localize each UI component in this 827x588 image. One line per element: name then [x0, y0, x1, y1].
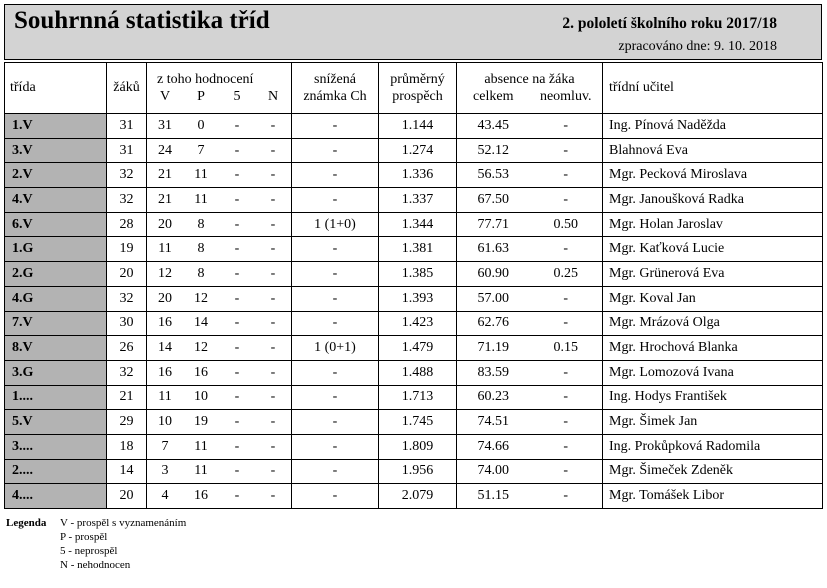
absence-total: 74.51	[477, 414, 509, 430]
grade-n: -	[270, 340, 276, 356]
grade-5: -	[234, 389, 240, 405]
grade-p: 14	[194, 315, 208, 331]
student-count: 31	[107, 114, 147, 139]
grade-p: 19	[194, 414, 208, 430]
grades-title: z toho hodnocení	[157, 72, 254, 87]
absence-unexcused: -	[563, 167, 569, 183]
grade-5-header: 5	[233, 89, 241, 104]
absence-unexcused: -	[563, 364, 569, 380]
average-grade: 1.488	[379, 360, 457, 385]
grade-v: 16	[158, 315, 172, 331]
absence-unexcused: 0.15	[553, 340, 578, 356]
grade-5: -	[234, 315, 240, 331]
absence-unexcused: -	[563, 290, 569, 306]
grade-v: 21	[158, 191, 172, 207]
absence-unexcused: -	[563, 389, 569, 405]
grade-p: 12	[194, 290, 208, 306]
absence-total: 60.23	[477, 389, 509, 405]
grade-v: 11	[158, 241, 172, 257]
absence-cell	[457, 434, 603, 459]
class-teacher: Mgr. Mrázová Olga	[603, 311, 823, 336]
grade-n: -	[270, 414, 276, 430]
absence-unexcused: 0.50	[553, 216, 578, 232]
average-grade: 1.381	[379, 237, 457, 262]
grade-n: -	[270, 142, 276, 158]
grade-v: 10	[158, 414, 172, 430]
reduced-grade: -	[292, 237, 379, 262]
absence-cell	[457, 114, 603, 139]
class-teacher: Mgr. Pecková Miroslava	[603, 163, 823, 188]
absence-cell	[457, 484, 603, 509]
class-name: 2.V	[5, 163, 107, 188]
reduced-grade: -	[292, 163, 379, 188]
class-teacher: Mgr. Grünerová Eva	[603, 262, 823, 287]
grade-v: 20	[158, 290, 172, 306]
grade-v: 24	[158, 142, 172, 158]
legend-label: Legenda	[6, 517, 47, 529]
grade-p: 11	[194, 438, 208, 454]
student-count: 21	[107, 385, 147, 410]
page-title: Souhrnná statistika tříd	[14, 7, 270, 34]
absence-total: 51.15	[477, 488, 509, 504]
grade-5: -	[234, 488, 240, 504]
student-count: 18	[107, 434, 147, 459]
absence-total: 67.50	[477, 191, 509, 207]
average-grade: 2.079	[379, 484, 457, 509]
grade-p: 8	[197, 265, 205, 281]
class-teacher: Mgr. Janoušková Radka	[603, 188, 823, 213]
table-row	[5, 311, 823, 336]
absence-total: 83.59	[477, 364, 509, 380]
table-row	[5, 286, 823, 311]
student-count: 26	[107, 336, 147, 361]
grade-n: -	[270, 315, 276, 331]
absence-cell	[457, 163, 603, 188]
reduced-grade: -	[292, 311, 379, 336]
average-grade: 1.423	[379, 311, 457, 336]
grade-p: 11	[194, 463, 208, 479]
absence-cell	[457, 336, 603, 361]
legend-items	[60, 516, 186, 572]
average-grade: 1.337	[379, 188, 457, 213]
grade-5: -	[234, 290, 240, 306]
absence-unexcused: -	[563, 414, 569, 430]
grade-v: 21	[158, 167, 172, 183]
grade-5: -	[234, 265, 240, 281]
table-body	[5, 114, 823, 509]
absence-cell	[457, 459, 603, 484]
grade-5: -	[234, 414, 240, 430]
grade-v-header: V	[159, 89, 171, 104]
class-name: 3....	[5, 434, 107, 459]
absence-total: 43.45	[477, 117, 509, 133]
absence-title: absence na žáka	[484, 72, 575, 87]
absence-cell	[457, 385, 603, 410]
class-teacher: Ing. Hodys František	[603, 385, 823, 410]
table-row	[5, 410, 823, 435]
absence-cell	[457, 410, 603, 435]
average-grade: 1.336	[379, 163, 457, 188]
absence-unexcused: 0.25	[553, 265, 578, 281]
grades-cell	[147, 262, 292, 287]
average-grade: 1.385	[379, 262, 457, 287]
class-name: 1.V	[5, 114, 107, 139]
average-grade: 1.144	[379, 114, 457, 139]
col-teacher-header: třídní učitel	[603, 63, 823, 114]
grade-n: -	[270, 438, 276, 454]
grade-v: 31	[158, 117, 172, 133]
grade-n: -	[270, 364, 276, 380]
grade-5: -	[234, 463, 240, 479]
absence-unexcused: -	[563, 438, 569, 454]
reduced-grade: -	[292, 459, 379, 484]
class-name: 1....	[5, 385, 107, 410]
table-row	[5, 385, 823, 410]
average-header-line1: průměrný	[390, 72, 445, 87]
grades-cell	[147, 114, 292, 139]
class-teacher: Ing. Prokůpková Radomila	[603, 434, 823, 459]
average-grade: 1.274	[379, 138, 457, 163]
absence-total: 74.66	[477, 438, 509, 454]
table-row	[5, 188, 823, 213]
class-name: 4....	[5, 484, 107, 509]
reduced-grade: -	[292, 262, 379, 287]
table-header	[5, 63, 823, 114]
reduced-header-line2: známka Ch	[303, 89, 367, 104]
class-teacher: Mgr. Tomášek Libor	[603, 484, 823, 509]
grade-p: 11	[194, 167, 208, 183]
class-name: 3.V	[5, 138, 107, 163]
absence-total: 74.00	[477, 463, 509, 479]
student-count: 29	[107, 410, 147, 435]
reduced-header-line1: snížená	[314, 72, 356, 87]
reduced-grade: -	[292, 360, 379, 385]
absence-unexcused: -	[563, 488, 569, 504]
student-count: 14	[107, 459, 147, 484]
absence-subheaders	[457, 88, 602, 105]
absence-cell	[457, 212, 603, 237]
grade-v: 14	[158, 340, 172, 356]
grades-cell	[147, 336, 292, 361]
grade-v: 3	[161, 463, 169, 479]
class-teacher: Mgr. Hrochová Blanka	[603, 336, 823, 361]
grade-5: -	[234, 191, 240, 207]
student-count: 30	[107, 311, 147, 336]
reduced-grade: -	[292, 385, 379, 410]
reduced-grade: -	[292, 410, 379, 435]
grade-5: -	[234, 167, 240, 183]
absence-unexcused: -	[563, 315, 569, 331]
col-students-header: žáků	[107, 63, 147, 114]
grade-p: 11	[194, 191, 208, 207]
class-teacher: Mgr. Holan Jaroslav	[603, 212, 823, 237]
reduced-grade: -	[292, 138, 379, 163]
grade-v: 11	[158, 389, 172, 405]
table-row	[5, 459, 823, 484]
table-row	[5, 434, 823, 459]
table-row	[5, 237, 823, 262]
col-average-header	[379, 63, 457, 114]
grade-p: 8	[197, 216, 205, 232]
grade-5: -	[234, 438, 240, 454]
grades-cell	[147, 188, 292, 213]
reduced-grade: -	[292, 114, 379, 139]
grade-5: -	[234, 340, 240, 356]
average-grade: 1.393	[379, 286, 457, 311]
class-teacher: Mgr. Kaťková Lucie	[603, 237, 823, 262]
absence-unexcused: -	[563, 117, 569, 133]
absence-cell	[457, 237, 603, 262]
absence-cell	[457, 188, 603, 213]
class-teacher: Mgr. Šimeček Zdeněk	[603, 459, 823, 484]
report-header	[4, 4, 822, 60]
absence-cell	[457, 138, 603, 163]
table-row	[5, 262, 823, 287]
grades-cell	[147, 237, 292, 262]
class-teacher: Mgr. Lomozová Ivana	[603, 360, 823, 385]
grade-5: -	[234, 216, 240, 232]
table-row	[5, 212, 823, 237]
processed-date: zpracováno dne: 9. 10. 2018	[618, 39, 777, 54]
grade-p: 16	[194, 364, 208, 380]
grades-cell	[147, 410, 292, 435]
student-count: 20	[107, 262, 147, 287]
grade-n: -	[270, 167, 276, 183]
class-teacher: Ing. Pínová Naděžda	[603, 114, 823, 139]
grades-cell	[147, 385, 292, 410]
grade-n: -	[270, 191, 276, 207]
absence-cell	[457, 262, 603, 287]
table-row	[5, 114, 823, 139]
grade-p-header: P	[197, 89, 205, 104]
grades-cell	[147, 138, 292, 163]
reduced-grade: 1 (0+1)	[292, 336, 379, 361]
grade-n: -	[270, 241, 276, 257]
student-count: 31	[107, 138, 147, 163]
absence-total: 56.53	[477, 167, 509, 183]
absence-total: 77.71	[477, 216, 509, 232]
grades-subheaders	[147, 88, 291, 105]
grade-n: -	[270, 265, 276, 281]
grades-cell	[147, 459, 292, 484]
grade-n-header: N	[267, 89, 279, 104]
class-statistics-table	[4, 62, 823, 509]
reduced-grade: -	[292, 286, 379, 311]
absence-total: 61.63	[477, 241, 509, 257]
grade-5: -	[234, 142, 240, 158]
grade-p: 0	[197, 117, 205, 133]
class-teacher: Mgr. Šimek Jan	[603, 410, 823, 435]
absence-total: 60.90	[477, 265, 509, 281]
absence-total: 71.19	[477, 340, 509, 356]
table-row	[5, 163, 823, 188]
grade-v: 16	[158, 364, 172, 380]
class-name: 8.V	[5, 336, 107, 361]
average-grade: 1.479	[379, 336, 457, 361]
grade-n: -	[270, 117, 276, 133]
col-grades-header	[147, 63, 292, 114]
average-grade: 1.956	[379, 459, 457, 484]
class-teacher: Mgr. Koval Jan	[603, 286, 823, 311]
absence-cell	[457, 360, 603, 385]
average-header-line2: prospěch	[392, 89, 443, 104]
average-grade: 1.344	[379, 212, 457, 237]
grade-p: 8	[197, 241, 205, 257]
absence-cell	[457, 311, 603, 336]
grade-v: 7	[161, 438, 169, 454]
absence-total-header: celkem	[473, 89, 514, 104]
grade-5: -	[234, 117, 240, 133]
student-count: 32	[107, 360, 147, 385]
absence-unexcused: -	[563, 241, 569, 257]
student-count: 32	[107, 286, 147, 311]
average-grade: 1.745	[379, 410, 457, 435]
absence-unexcused: -	[563, 142, 569, 158]
grades-cell	[147, 484, 292, 509]
absence-unexcused-header: neomluv.	[539, 89, 592, 104]
legend-item: P - prospěl	[60, 531, 108, 543]
class-name: 5.V	[5, 410, 107, 435]
col-absence-header	[457, 63, 603, 114]
student-count: 20	[107, 484, 147, 509]
class-name: 2.G	[5, 262, 107, 287]
student-count: 28	[107, 212, 147, 237]
legend-item: V - prospěl s vyznamenáním	[60, 517, 187, 529]
absence-total: 62.76	[477, 315, 509, 331]
class-name: 6.V	[5, 212, 107, 237]
grade-p: 10	[194, 389, 208, 405]
grade-n: -	[270, 488, 276, 504]
legend-item: N - nehodnocen	[60, 559, 131, 571]
student-count: 32	[107, 188, 147, 213]
absence-unexcused: -	[563, 191, 569, 207]
average-grade: 1.809	[379, 434, 457, 459]
class-name: 7.V	[5, 311, 107, 336]
table-row	[5, 336, 823, 361]
class-name: 1.G	[5, 237, 107, 262]
grades-cell	[147, 311, 292, 336]
grade-5: -	[234, 364, 240, 380]
col-reduced-header	[292, 63, 379, 114]
class-name: 2....	[5, 459, 107, 484]
reduced-grade: -	[292, 434, 379, 459]
reduced-grade: -	[292, 188, 379, 213]
table-row	[5, 484, 823, 509]
grades-cell	[147, 212, 292, 237]
grade-v: 20	[158, 216, 172, 232]
grade-5: -	[234, 241, 240, 257]
grades-cell	[147, 163, 292, 188]
grades-cell	[147, 286, 292, 311]
class-name: 4.V	[5, 188, 107, 213]
table-row	[5, 360, 823, 385]
reduced-grade: 1 (1+0)	[292, 212, 379, 237]
absence-total: 57.00	[477, 290, 509, 306]
grade-v: 12	[158, 265, 172, 281]
class-name: 4.G	[5, 286, 107, 311]
school-period: 2. pololetí školního roku 2017/18	[562, 15, 777, 32]
grade-n: -	[270, 463, 276, 479]
table-row	[5, 138, 823, 163]
absence-unexcused: -	[563, 463, 569, 479]
absence-cell	[457, 286, 603, 311]
class-teacher: Blahnová Eva	[603, 138, 823, 163]
reduced-grade: -	[292, 484, 379, 509]
class-name: 3.G	[5, 360, 107, 385]
grade-n: -	[270, 389, 276, 405]
grade-p: 16	[194, 488, 208, 504]
student-count: 32	[107, 163, 147, 188]
grades-cell	[147, 360, 292, 385]
grade-v: 4	[161, 488, 169, 504]
grades-cell	[147, 434, 292, 459]
grade-p: 7	[197, 142, 205, 158]
absence-total: 52.12	[477, 142, 509, 158]
col-class-header: třída	[5, 63, 107, 114]
grade-p: 12	[194, 340, 208, 356]
legend-item: 5 - neprospěl	[60, 545, 118, 557]
average-grade: 1.713	[379, 385, 457, 410]
grade-n: -	[270, 216, 276, 232]
student-count: 19	[107, 237, 147, 262]
grade-n: -	[270, 290, 276, 306]
